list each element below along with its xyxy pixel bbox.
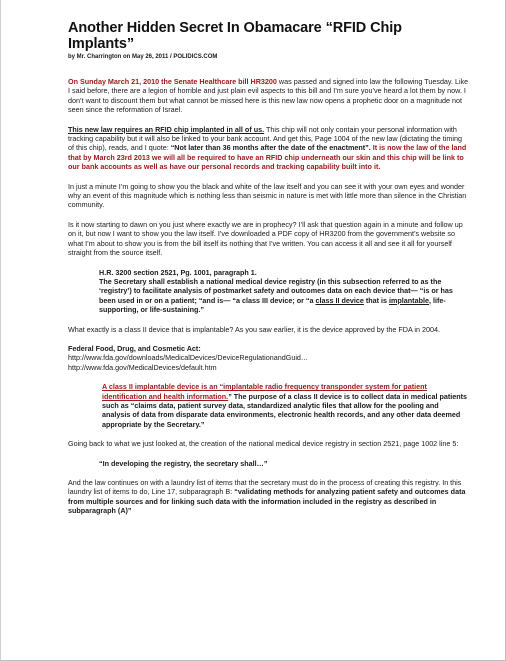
registry-quote: “In developing the registry, the secretary shall…” bbox=[99, 458, 268, 468]
fda-link-2[interactable]: http://www.fda.gov/MedicalDevices/default.htm bbox=[68, 362, 217, 372]
rfid-claim: This new law requires an RFID chip implanted in all of us. bbox=[68, 124, 265, 134]
paragraph-7-text: And the law continues on with a laundry list of items that the secretary must do in the process of creating this registry. In this laundry list of items to do, Line 17, subparagraph B: bbox=[68, 478, 462, 497]
paragraph-3: In just a minute I’m going to show you the black and white of the law itself and you can see it with your own eyes and wonder why an event of this magnitude which is nothing less than seismic in nature is met with little more than silence in the Christian community. bbox=[68, 181, 467, 210]
fda-heading: Federal Food, Drug, and Cosmetic Act: bbox=[68, 343, 201, 353]
law-quote-1 bbox=[99, 268, 469, 315]
class-ii-definition bbox=[102, 382, 469, 429]
paragraph-2-text: This chip will not only contain your personal information with tracking capability but it will also be linked to your bank account. And get this, Page 1004 of the new law (dictating the timing of this chip), reads, and I quote: bbox=[68, 124, 462, 153]
fda-section bbox=[68, 344, 469, 372]
class-ii-purpose: ” The purpose of a class II device is to collect data in medical patients such as “claims data, patient survey data, standardized analytic files that allow for the pooling and analysis of data from disparate data environments, electronic health records, and any other data deemed appropriate by the Secretary.” bbox=[102, 391, 468, 429]
article-title: Another Hidden Secret In Obamacare “RFID Chip Implants” bbox=[68, 20, 402, 52]
law-quote-1-text-a: The Secretary shall establish a national medical device registry (in this subsection referred to as the ‘registry’) to facilitate analysis of postmarket safety and outcomes data on each device that— “is or has been used in or on a patient; “and is— “a class III device; or “a bbox=[99, 276, 453, 305]
transponder-definition: A class II implantable device is an “implantable radio frequency transponder system for patient identification and health information. bbox=[102, 382, 427, 401]
law-quote-1-text-b: that is bbox=[363, 295, 390, 305]
fda-link-1[interactable]: http://www.fda.gov/downloads/MedicalDevices/DeviceRegulationandGuid… bbox=[68, 353, 309, 363]
paragraph-2 bbox=[68, 125, 469, 172]
law-quote-1-body bbox=[99, 277, 469, 315]
paragraph-4: Is it now starting to dawn on you just where exactly we are in prophecy? I’ll ask that question again in a minute and follow up on it, but now I want to show you the law itself. I’ve downloaded a PDF copy of HR3200 from the government’s website so what I’m about to show you is from the bill itself its nothing that I’ve written. You can access it all and see it all for yourself straight from the source itself. bbox=[68, 219, 463, 258]
class-ii-definition-text bbox=[102, 382, 469, 429]
deadline-claim: It is now the law of the land that by March 23rd 2013 we will all be required to have an RFID chip underneath our skin and this chip will be link to our bank accounts as well as have our personal records and tracking capability built into it. bbox=[68, 143, 467, 172]
paragraph-5: What exactly is a class II device that is implantable? As you saw earlier, it is the device approved by the FDA in 2004. bbox=[68, 324, 440, 334]
paragraph-1 bbox=[68, 77, 469, 115]
implantable-term: implantable bbox=[389, 295, 429, 305]
paragraph-1-text: was passed and signed into law the following Tuesday. Like I said before, there are a legion of horrible and just plain evil aspects to this bill and I’m sure you’ve heard a lot them by now. I don’t want to discount them but what cannot be missed here is this new law now opens a prophetic door on a magnitude not seen since the reformation of Israel. bbox=[68, 77, 469, 115]
byline: by Mr. Charrington on May 26, 2011 / POLIDICS.COM bbox=[68, 54, 218, 60]
enactment-quote: “Not later than 36 months after the date of the enactment”. bbox=[170, 143, 371, 153]
class-ii-device-term: class II device bbox=[315, 295, 364, 305]
law-quote-1-text-c: , life-supporting, or life-sustaining.” bbox=[99, 295, 446, 315]
paragraph-7 bbox=[68, 478, 469, 516]
law-quote-1-heading: H.R. 3200 section 2521, Pg. 1001, paragraph 1. bbox=[99, 267, 257, 277]
paragraph-6: Going back to what we just looked at, the creation of the national medical device registry in section 2521, page 1002 line 5: bbox=[68, 439, 459, 449]
validating-methods-quote: “validating methods for analyzing patient safety and outcomes data from multiple sources and for linking such data with the information included in the registry as described in subparagraph (A)” bbox=[68, 487, 466, 516]
article bbox=[68, 20, 469, 516]
bill-reference: On Sunday March 21, 2010 the Senate Healthcare bill HR3200 bbox=[68, 77, 277, 86]
